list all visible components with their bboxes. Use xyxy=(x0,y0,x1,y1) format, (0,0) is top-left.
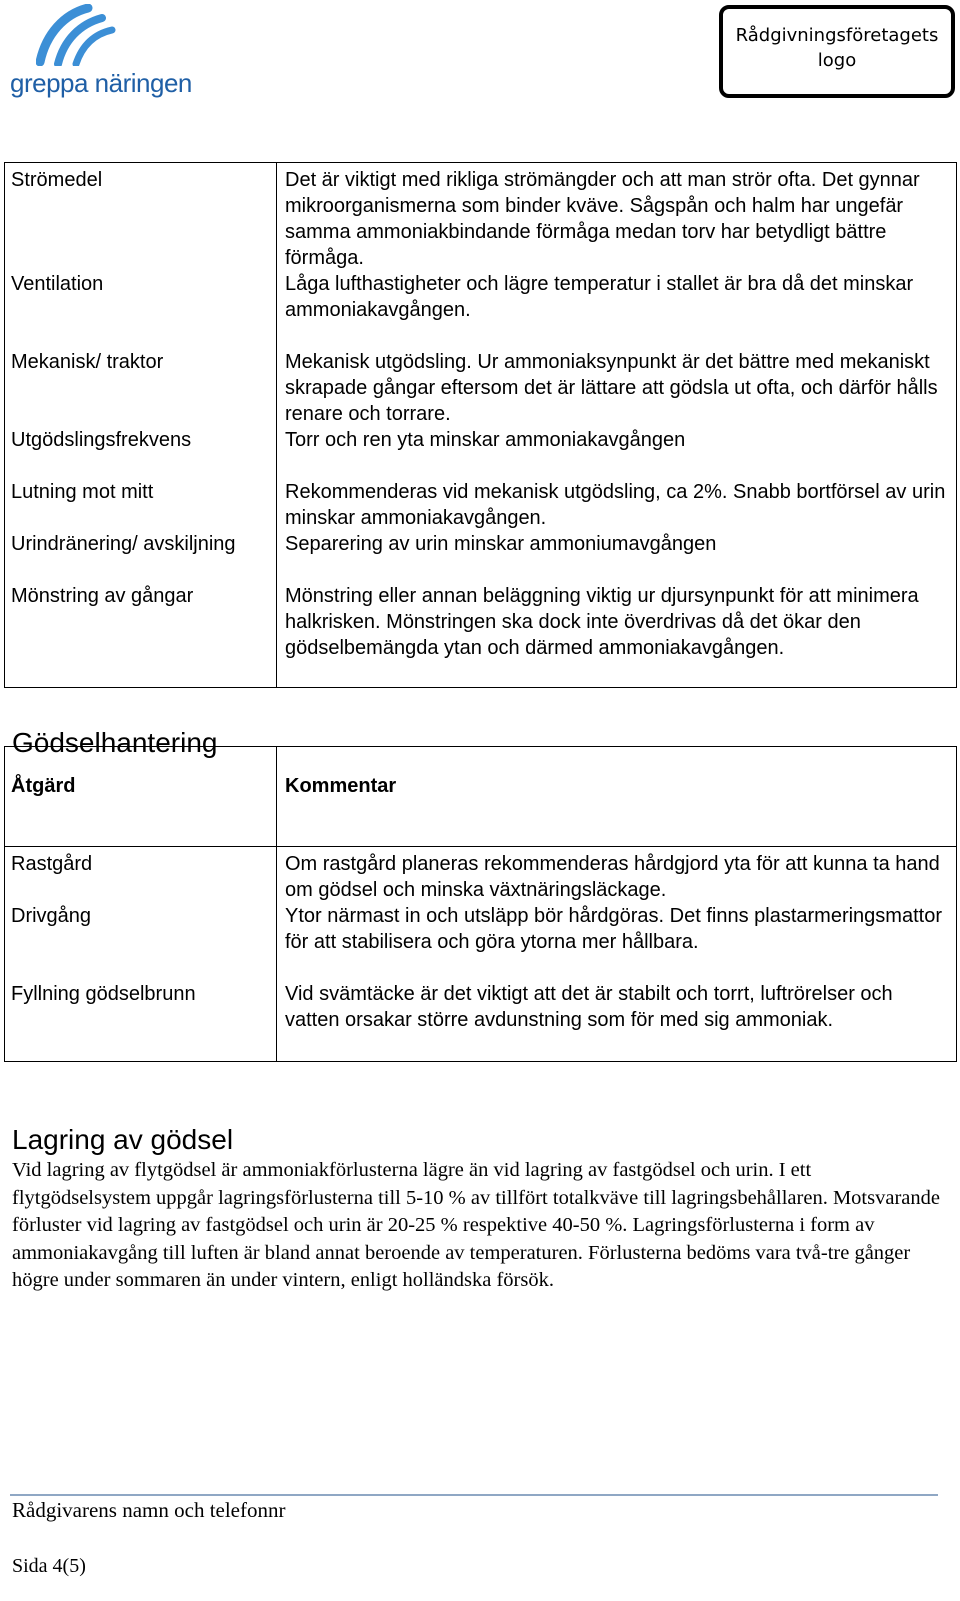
row-text-lutning: Rekommenderas vid mekanisk utgödsling, ca 2%. Snabb bortförsel av urin minskar ammoniakavgången. xyxy=(285,481,946,529)
row-text-fyllning: Vid svämtäcke är det viktigt att det är stabilt och torrt, luftrörelser och vatten orsakar större avdunstning som för med sig ammoniak. xyxy=(285,983,893,1031)
footer-page-number: Sida 4(5) xyxy=(12,1555,86,1577)
footer-advisor-name: Rådgivarens namn och telefonnr xyxy=(12,1498,286,1522)
row-text-stromedel: Det är viktigt med rikliga strömängder och att man strör ofta. Det gynnar mikroorganismerna som binder kväve. Sågspån och halm har ungefär samma ammoniakbindande förmåga medan torv har betydligt bättre förmåga. xyxy=(285,169,920,269)
table-comment-cell xyxy=(277,847,957,1062)
greppa-naringen-logo xyxy=(10,4,190,96)
row-text-urindranering: Separering av urin minskar ammoniumavgången xyxy=(285,533,717,555)
table-header-row xyxy=(5,747,957,847)
footer-divider xyxy=(10,1494,938,1496)
row-label-rastgard: Rastgård xyxy=(11,853,93,875)
measures-table xyxy=(4,162,957,688)
row-text-monstring: Mönstring eller annan beläggning viktig ur djursynpunkt för att minimera halkrisken. Mönstringen ska dock inte överdrivas då det ökar den gödselbemängda ytan och därmed ammoniakavgången. xyxy=(285,585,919,659)
row-label-lutning: Lutning mot mitt xyxy=(11,481,154,503)
row-text-drivgang: Ytor närmast in och utsläpp bör hårdgöras. Det finns plastarmeringsmattor för att stabilisera och göra ytorna mer hållbara. xyxy=(285,905,942,953)
row-label-urindranering: Urindränering/ avskiljning xyxy=(11,533,236,555)
row-text-mekanisk: Mekanisk utgödsling. Ur ammoniaksynpunkt är det bättre med mekaniskt skrapade gångar eftersom det är lättare att gödsla ut ofta, och därför hålls renare och torrare. xyxy=(285,351,938,425)
lagring-paragraph: Vid lagring av flytgödsel är ammoniakförlusterna lägre än vid lagring av fastgödsel och urin. I ett flytgödselsystem uppgår lagringsförlusterna till 5-10 % av tillfört totalkväve till lagringsbehållaren. Motsvarande förluster vid lagring av fastgödsel och urin är 20-25 % respektive 40-50 %. Lagringsförlusterna i form av ammoniakavgång till luften är bland annat beroende av temperaturen. Förlusterna bedöms vara två-tre gånger högre under sommaren än under vintern, enligt holländska försök. xyxy=(12,1159,940,1292)
table-label-cell xyxy=(5,847,277,1062)
row-label-monstring: Mönstring av gångar xyxy=(11,585,194,607)
row-label-mekanisk: Mekanisk/ traktor xyxy=(11,351,164,373)
row-text-ventilation: Låga lufthastigheter och lägre temperatur i stallet är bra då det minskar ammoniakavgången. xyxy=(285,273,914,321)
section-heading-lagring: Lagring av gödsel xyxy=(12,1124,234,1155)
greppa-logo-mark-icon xyxy=(36,4,116,66)
table-label-cell xyxy=(5,163,277,688)
advisor-logo-line2: logo xyxy=(817,50,857,71)
advisor-logo-placeholder xyxy=(719,5,955,98)
manure-handling-table xyxy=(4,746,957,1062)
row-label-ventilation: Ventilation xyxy=(11,273,104,295)
table-row xyxy=(5,163,957,688)
row-label-fyllning: Fyllning gödselbrunn xyxy=(11,983,196,1005)
table-row xyxy=(5,847,957,1062)
row-label-stromedel: Strömedel xyxy=(11,169,103,191)
row-text-rastgard: Om rastgård planeras rekommenderas hårdgjord yta för att kunna ta hand om gödsel och minska växtnäringsläckage. xyxy=(285,853,940,901)
section-heading-godselhantering: Gödselhantering xyxy=(12,727,218,758)
table-comment-cell xyxy=(277,163,957,688)
row-text-utgodslingsfrekvens: Torr och ren yta minskar ammoniakavgången xyxy=(285,429,686,451)
header-cell-kommentar: Kommentar xyxy=(277,747,957,847)
logo-text: greppa näringen xyxy=(10,68,192,98)
header-cell-atgard: Åtgärd xyxy=(5,747,277,847)
advisor-logo-line1: Rådgivningsföretagets xyxy=(735,25,939,46)
row-label-drivgang: Drivgång xyxy=(11,905,92,927)
row-label-utgodslingsfrekvens: Utgödslingsfrekvens xyxy=(11,429,192,451)
